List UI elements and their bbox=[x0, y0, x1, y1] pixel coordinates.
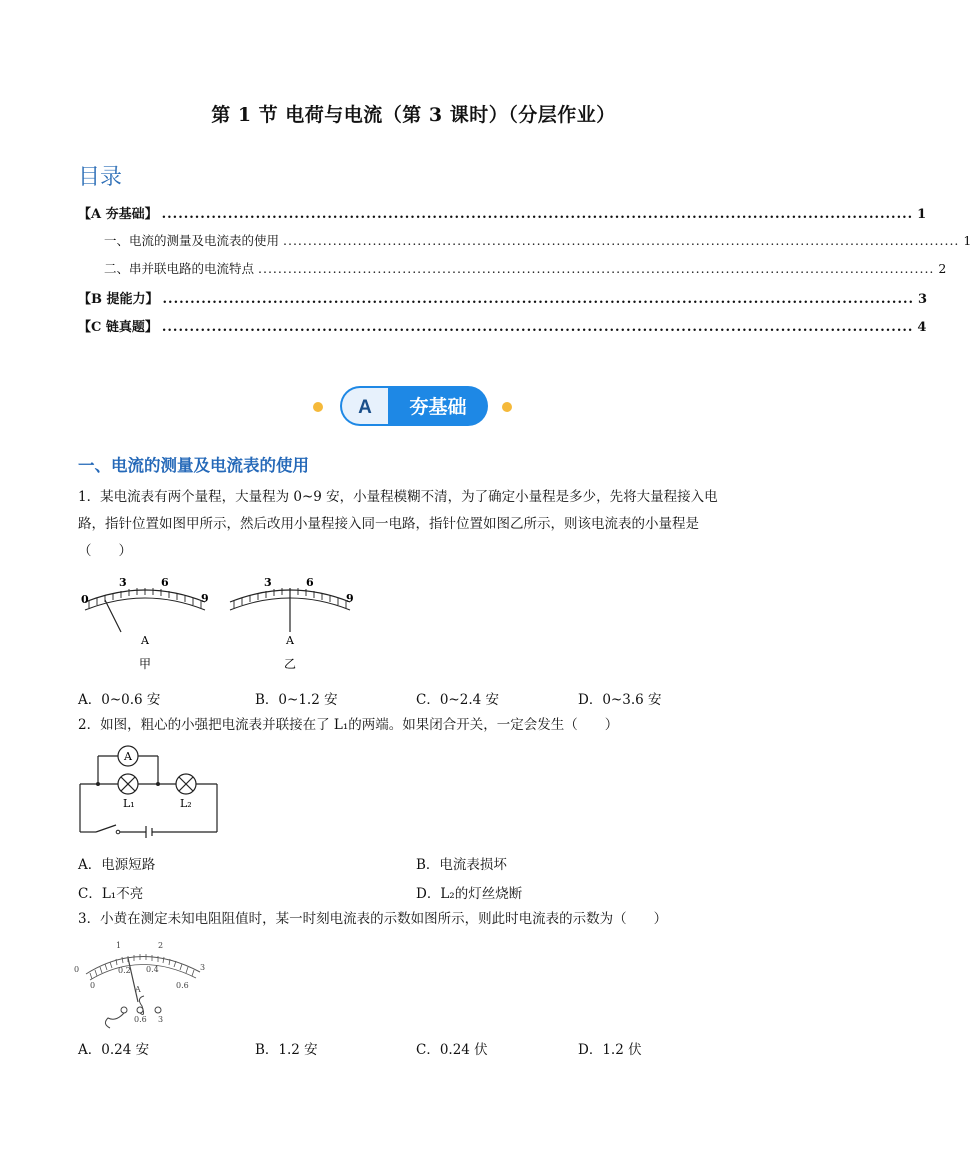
q1-option-a[interactable]: A．0~0.6 安 bbox=[78, 692, 161, 708]
section-banner bbox=[255, 380, 575, 432]
toc-item-label: 【C 链真题】 bbox=[78, 320, 158, 335]
tick-label: 0 bbox=[90, 981, 96, 990]
toc-item-a[interactable] bbox=[78, 203, 927, 225]
toc-leader: ........................................................................................................................................ bbox=[162, 292, 915, 307]
q1-option-b[interactable]: B．0~1.2 安 bbox=[255, 692, 338, 708]
unit-label: A bbox=[286, 634, 294, 647]
ammeter-label: A bbox=[124, 750, 132, 763]
tick-label: 6 bbox=[306, 576, 314, 589]
banner-letter: A bbox=[358, 397, 372, 418]
toc-item-label: 一、电流的测量及电流表的使用 bbox=[104, 233, 280, 248]
toc-item-label: 二、串并联电路的电流特点 bbox=[104, 261, 255, 276]
q1-option-d[interactable]: D．0~3.6 安 bbox=[578, 692, 662, 708]
tick-label: 0.2 bbox=[118, 966, 131, 975]
q3-option-b[interactable]: B．1.2 安 bbox=[255, 1042, 318, 1058]
toc-item-series-parallel[interactable] bbox=[104, 259, 947, 281]
tick-label: 1 bbox=[116, 941, 122, 950]
q3-meter-figure bbox=[72, 936, 212, 1031]
q2-stem: 2．如图，粗心的小强把电流表并联接在了 L₁的两端。如果闭合开关，一定会发生（ ） bbox=[78, 717, 619, 733]
lamp1-label: L₁ bbox=[123, 797, 135, 810]
unit-label: A bbox=[135, 985, 141, 994]
lead-wire bbox=[139, 996, 144, 1014]
terminal-label: 0.6 bbox=[134, 1015, 147, 1024]
terminal-label: 3 bbox=[158, 1015, 164, 1024]
tick-label: 0.4 bbox=[146, 965, 159, 974]
toc-item-current-measure[interactable] bbox=[104, 231, 971, 253]
toc-leader: ........................................................................................................................................ bbox=[283, 233, 960, 248]
section-heading: 一、电流的测量及电流表的使用 bbox=[78, 456, 309, 475]
toc-leader: ........................................................................................................................................ bbox=[161, 207, 914, 222]
q3-stem: 3．小黄在测定未知电阻阻值时，某一时刻电流表的示数如图所示，则此时电流表的示数为（ ） bbox=[78, 911, 668, 927]
tick-label: 3 bbox=[119, 576, 127, 589]
q2-circuit bbox=[76, 742, 221, 838]
needle bbox=[105, 600, 121, 632]
tick-label: 0 bbox=[81, 593, 89, 606]
toc-leader: ........................................................................................................................................ bbox=[258, 261, 935, 276]
terminal-neg bbox=[121, 1007, 127, 1013]
toc-item-page: 3 bbox=[918, 292, 928, 307]
lead-wire bbox=[105, 1013, 124, 1028]
tick-label: 2 bbox=[158, 941, 164, 950]
toc-item-label: 【B 提能力】 bbox=[78, 292, 159, 307]
toc-item-page: 4 bbox=[917, 320, 927, 335]
ammeter-yi bbox=[230, 576, 354, 671]
q1-line: （ ） bbox=[78, 543, 132, 559]
toc-leader: ........................................................................................................................................ bbox=[161, 320, 914, 335]
tick-label: 9 bbox=[346, 592, 354, 605]
q1-line: 路，指针位置如图甲所示，然后改用小量程接入同一电路，指针位置如图乙所示，则该电流表的小量程是 bbox=[78, 516, 699, 532]
terminal-3 bbox=[155, 1007, 161, 1013]
page-title: 第 1 节 电荷与电流（第 3 课时）（分层作业） bbox=[211, 104, 616, 126]
q2-option-a[interactable]: A．电源短路 bbox=[78, 857, 156, 873]
tick-label: 9 bbox=[201, 592, 209, 605]
tick-label: 3 bbox=[264, 576, 272, 589]
toc-heading: 目录 bbox=[78, 165, 123, 190]
q3-option-c[interactable]: C．0.24 伏 bbox=[416, 1042, 488, 1058]
tick-label: 0 bbox=[74, 965, 80, 974]
figure-caption: 甲 bbox=[139, 657, 152, 671]
q3-option-a[interactable]: A．0.24 安 bbox=[78, 1042, 150, 1058]
lamp2-label: L₂ bbox=[180, 797, 192, 810]
toc-item-c[interactable] bbox=[78, 316, 927, 338]
toc-item-page: 1 bbox=[963, 233, 971, 248]
tick-label: 6 bbox=[161, 576, 169, 589]
banner-dot-right bbox=[502, 402, 512, 412]
q1-line: 1．某电流表有两个量程，大量程为 0~9 安，小量程模糊不清，为了确定小量程是多少，先将大量程接入电 bbox=[78, 489, 718, 505]
toc-item-page: 1 bbox=[917, 207, 927, 222]
ammeter-jia bbox=[81, 576, 209, 671]
q2-option-b[interactable]: B．电流表损坏 bbox=[416, 857, 507, 873]
q3-option-d[interactable]: D．1.2 伏 bbox=[578, 1042, 642, 1058]
banner-text: 夯基础 bbox=[409, 396, 467, 418]
toc-item-b[interactable] bbox=[78, 288, 928, 310]
q1-option-c[interactable]: C．0~2.4 安 bbox=[416, 692, 499, 708]
toc-item-label: 【A 夯基础】 bbox=[78, 207, 158, 222]
q2-option-c[interactable]: C．L₁不亮 bbox=[78, 886, 144, 902]
q2-option-d[interactable]: D．L₂的灯丝烧断 bbox=[416, 886, 523, 902]
figure-caption: 乙 bbox=[284, 657, 297, 671]
tick-label: 3 bbox=[200, 963, 206, 972]
toc-item-page: 2 bbox=[938, 261, 947, 276]
unit-label: A bbox=[141, 634, 149, 647]
tick-label: 0.6 bbox=[176, 981, 189, 990]
q1-figure bbox=[75, 572, 365, 677]
banner-dot-left bbox=[313, 402, 323, 412]
q1-stem bbox=[78, 484, 758, 565]
